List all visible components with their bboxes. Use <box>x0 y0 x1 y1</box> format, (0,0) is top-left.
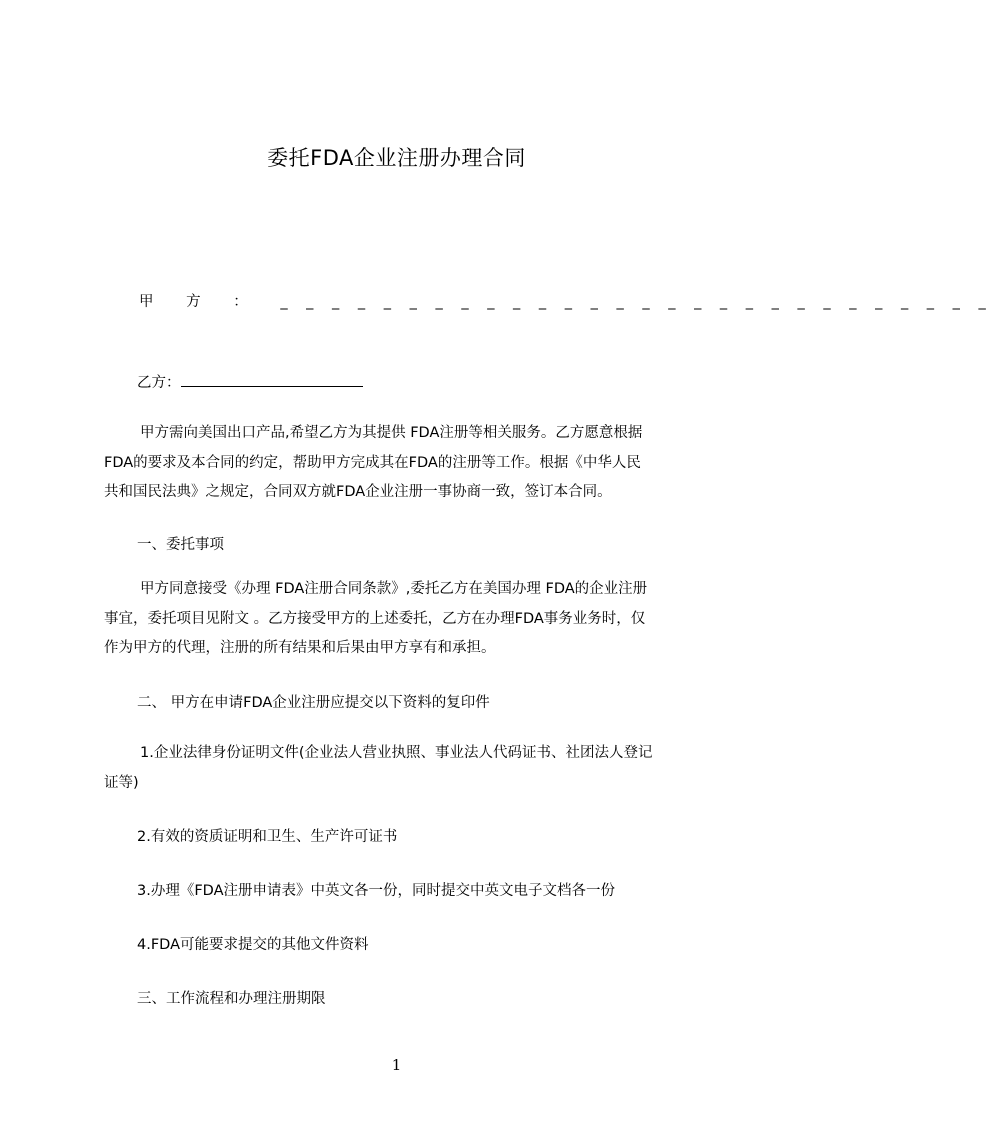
party-b-line <box>137 372 363 393</box>
section-1-line-1: 甲方同意接受《办理 FDA注册合同条款》,委托乙方在美国办理 FDA的企业注册 <box>140 581 648 597</box>
party-b-blank <box>181 372 363 387</box>
section-1-heading: 一、委托事项 <box>137 537 224 553</box>
intro-line-2: FDA的要求及本合同的约定，帮助甲方完成其在FDA的注册等工作。根据《中华人民 <box>104 454 641 471</box>
section-2-item-2: 2.有效的资质证明和卫生、生产许可证书 <box>137 829 398 845</box>
section-2-item-1-line-2: 证等) <box>104 774 139 791</box>
intro-paragraph <box>104 419 704 508</box>
section-1-line-2: 事宜，委托项目见附文 。乙方接受甲方的上述委托，乙方在办理FDA事务业务时，仅 <box>104 610 646 627</box>
section-3-heading: 三、工作流程和办理注册期限 <box>137 991 326 1007</box>
intro-line-3: 共和国民法典》之规定，合同双方就FDA企业注册一事协商一致，签订本合同。 <box>104 484 612 500</box>
section-2-item-3: 3.办理《FDA注册申请表》中英文各一份，同时提交中英文电子文档各一份 <box>137 883 616 899</box>
section-2-item-4: 4.FDA可能要求提交的其他文件资料 <box>137 937 369 953</box>
party-a-label: 甲 方 ： <box>139 294 262 310</box>
page-number: 1 <box>391 1056 402 1074</box>
party-a-blank: _ _ _ _ _ _ _ _ _ _ _ _ _ _ _ _ _ _ _ _ _ _ _ _ _ _ _ _ <box>280 294 993 310</box>
section-2-heading: 二、 甲方在申请FDA企业注册应提交以下资料的复印件 <box>137 695 490 711</box>
section-1-paragraph <box>104 575 704 664</box>
section-1-line-3: 作为甲方的代理，注册的所有结果和后果由甲方享有和承担。 <box>104 640 496 656</box>
intro-line-1: 甲方需向美国出口产品,希望乙方为其提供 FDA注册等相关服务。乙方愿意根据 <box>140 425 643 441</box>
party-a-line <box>139 292 993 312</box>
section-2-item-1-line-1: 1.企业法律身份证明文件(企业法人营业执照、事业法人代码证书、社团法人登记 <box>140 745 653 761</box>
section-2-item-1 <box>104 739 704 798</box>
document-title: 委托FDA企业注册办理合同 <box>267 146 526 170</box>
party-b-label: 乙方： <box>137 375 181 391</box>
